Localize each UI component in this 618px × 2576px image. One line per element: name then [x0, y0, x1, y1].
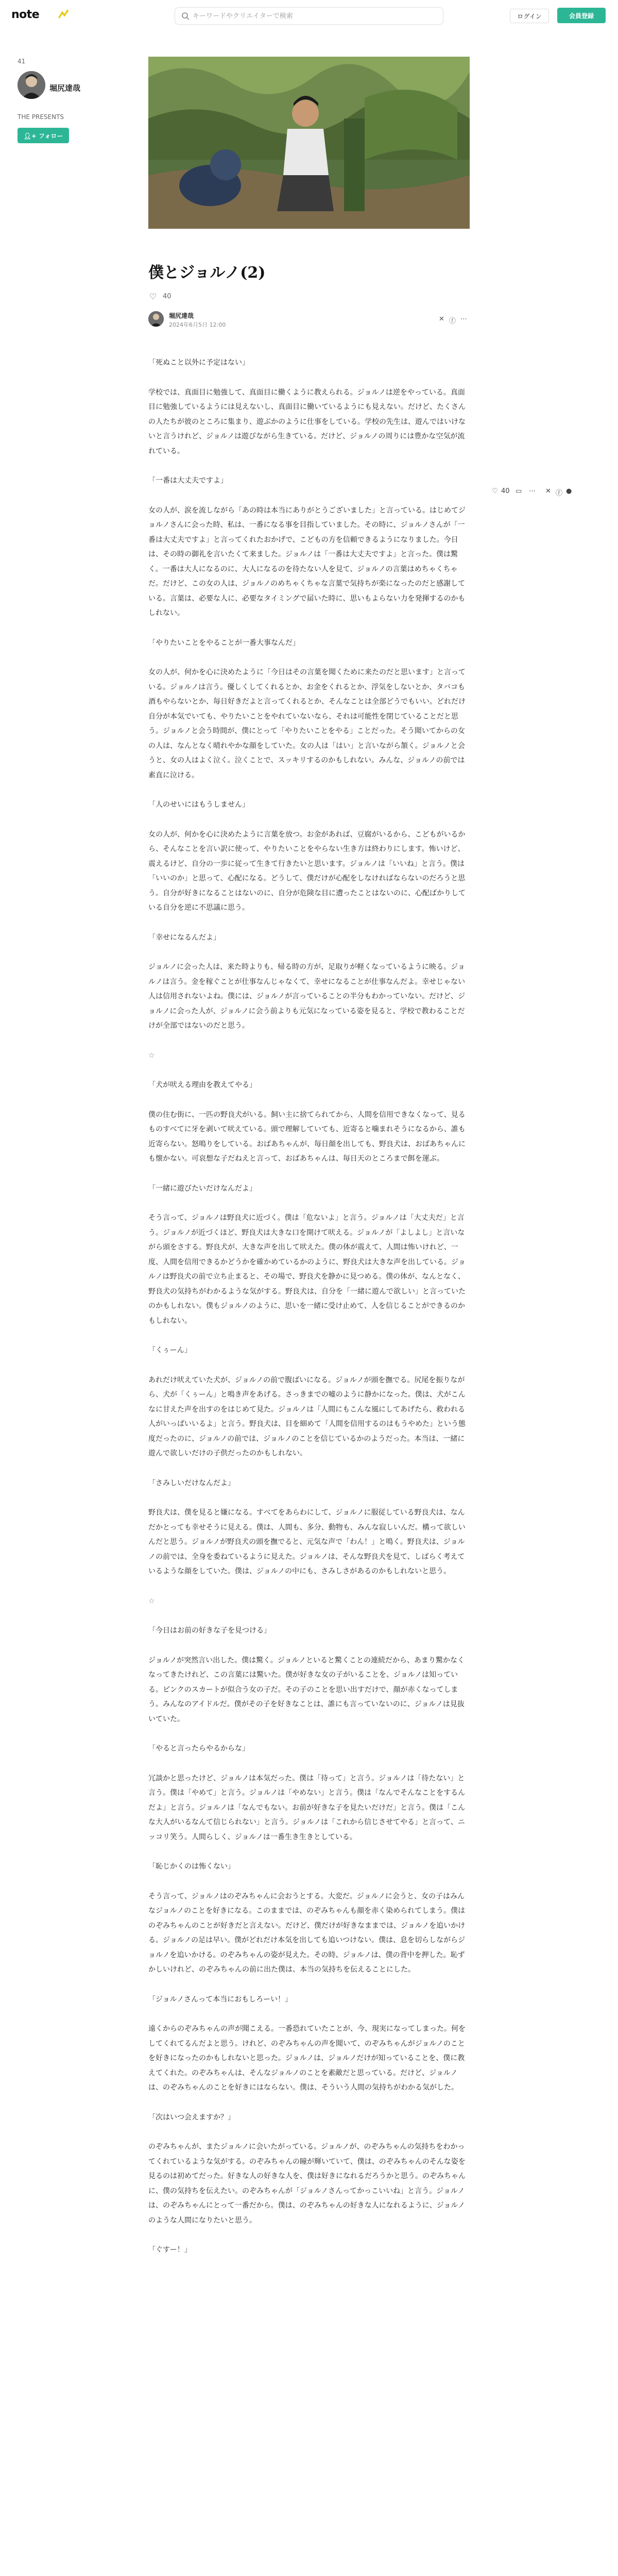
floating-actions	[492, 485, 585, 501]
quote-heading: 「さみしいだけなんだよ」	[148, 1479, 235, 1487]
paragraph: あれだけ吠えていた犬が、ジョルノの前で腹ばいになる。ジョルノが頭を撫でる。尻尾を振りながら、犬が「くぅーん」と鳴き声をあげる。さっきまでの嘘のように静かになった。僕は、犬がこんなに甘えた声を出すのをはじめて見た。ジョルノは「人間にもこんな風にしてあげたら、救われる人がいっぱいいるよ」と言う。野良犬は、目を細めて「人間を信用するのはもうやめた」という態度だったのに、ジョルノの前では、ジョルノのことを信じているかのようだった。本当は、一緒に遊んで欲しいだけの子供だったのかもしれない。	[148, 1376, 466, 1458]
paragraph: 女の人が、何かを心に決めたように「今日はその言葉を聞くために来たのだと思います」と言っている。ジョルノは言う。優しくしてくれるとか、お金をくれるとか、浮気をしないとか、タバコも酒もやらないとか、毎日好きだよと言ってくれるとか、そんなことは全部どうでもいい。どれだけ自分が本気でいても、やりたいことをやれていないなら、それは可能性を閉じていることだと思う。ジョルノと会う時間が、僕にとって「やりたいことをやる」ことだった。そう聞いてからの女の人は、なんとなく晴れやかな顔をしていた。女の人は「はい」と言いながら頷く。ジョルノと会うと、女の人はよく泣く。泣くことで、スッキリするのかもしれない。みんな、ジョルノの前では素直に泣ける。	[148, 668, 466, 779]
section-divider: ☆	[148, 1051, 155, 1060]
avatar-portrait-icon	[18, 71, 45, 99]
quote-heading: 「恥じかくのは怖くない」	[148, 1862, 235, 1871]
quote-heading: 「死ぬこと以外に予定はない」	[148, 359, 249, 367]
hero-photo-illustration	[148, 57, 470, 229]
quote-heading: 「一番は大丈夫ですよ」	[148, 477, 228, 485]
paragraph: 遠くからのぞみちゃんの声が聞こえる。一番恐れていたことが、今、現実になってしまった。何をしてくれてるんだよと思う。けれど、のぞみちゃんの声を聞いて、のぞみちゃんがジョルノのことを好きになったのかもしれないと思った。ジョルノは、ジョルノだけが知っていることを、僕に教えてくれた。のぞみちゃんは、そんなジョルノのことを素敵だと思っている。だけど、ジョルノは、のぞみちゃんのことを好きにはならない。僕は、そういう人間の気持ちがわかる気がした。	[148, 2025, 466, 2092]
heart-icon[interactable]: ♡	[492, 487, 498, 495]
facebook-icon[interactable]: ⓕ	[449, 317, 456, 325]
quote-heading: 「今日はお前の好きな子を見つける」	[148, 1626, 271, 1635]
more-icon[interactable]: ⋯	[529, 487, 536, 495]
quote-heading: 「ジョルノさんって本当におもしろーい！」	[148, 1995, 293, 2004]
paragraph: 野良犬は、僕を見ると嫌になる。すべてをあらわにして、ジョルノに服従している野良犬は、なんだかとっても幸せそうに見える。僕は、人間も、多分、動物も、みんな寂しいんだ。構って欲しいんだと思う。ジョルノが野良犬の頭を撫でると、元気な声で「わん！」と鳴く。野良犬は、ジョルノの前では、全身を委ねているように見えた。ジョルノは、そんな野良犬を見て、しばらく考えているような顔をしていた。僕は、ジョルノの中にも、さみしさがあるのかもしれないと思う。	[148, 1509, 466, 1575]
paragraph: 女の人が、何かを心に決めたように言葉を放つ。お金があれば、豆腐がいるから、こどもがいるから、そんなことを言い訳に使って、やりたいことをやらない生き方は終わりにします。怖いけど、震えるけど、自分の一歩に従って生きて行きたいと思います。ジョルノは「いいね」と言う。僕は「いいのか」と思って、心配になる。どうして、僕だけが心配をしなければならないのだろうと思う。自分が好きになることはないのに、自分が危険な目に遭ったことはないのに、心配ばかりしている自分を逆に不思議に思う。	[148, 830, 466, 912]
paragraph: 学校では、真面目に勉強して、真面目に働くように教えられる。ジョルノは逆をやっている。真面目に勉強しているようには見えないし、真面目に働いているようにも見えない。だけど、たくさんの人たちが彼のところに集まり、遊ぶかのように仕事をしている。学校の先生は、遊んではいけないと言うけれど、ジョルノは遊びながら生きている。だけど、ジョルノの周りには豊かな空気が流れている。	[148, 388, 466, 455]
quote-heading: 「幸せになるんだよ」	[148, 933, 220, 942]
hero-image	[148, 57, 470, 229]
search-input[interactable]	[193, 10, 435, 22]
publish-date: 2024年6月5日 12:00	[169, 321, 226, 328]
login-button[interactable]: ログイン	[510, 9, 549, 23]
author-bar	[148, 311, 470, 332]
paragraph: 僕の住む街に、一匹の野良犬がいる。飼い主に捨てられてから、人間を信用できなくなって、見るものすべてに牙を剥いて吠えている。頭で理解していても、近寄ると噛まれそうになるから、誰も近寄らない。怒鳴りをしている。おばあちゃんが、毎日顔を出しても、野良犬は、おばあちゃんにも懐かない。可哀想な子だねえと言って、おばあちゃんは、毎日天のところまで餌を運ぶ。	[148, 1110, 466, 1163]
paragraph: 女の人が、涙を流しながら「あの時は本当にありがとうございました」と言っている。はじめてジョルノさんに会った時、私は、一番になる事を目指していました。その時に、ジョルノさんが「一番は大丈夫ですよ」と言ってくれたおかげで、こどもの方を信頼できるようになりました。今日は、その時の御礼を言いたくて来ました。ジョルノは「一番は大丈夫ですよ」と言った。僕は驚く。一番は大人になるのに、大人になるのを待たない人を見て、ジョルノの言葉はめちゃくちゃだ。だけど、この女の人は、ジョルノのめちゃくちゃな言葉で気持ちが楽になったのだと感謝している。言葉は、必要な人に、必要なタイミングで届いた時に、思いもよらない力を発揮するのかもしれない。	[148, 506, 466, 617]
creator-count: 41	[18, 58, 26, 65]
creator-name[interactable]: 堀尻達哉	[49, 83, 81, 93]
paragraph: そう言って、ジョルノはのぞみちゃんに会おうとする。大変だ。ジョルノに会うと、女の子はみんなジョルノのことを好きになる。このままでは、のぞみちゃんも顔を赤く染められてしまう。僕はのぞみちゃんのことが好きだと言えない。だけど、僕だけが好きなままでは、ジョルノを追いかける。ジョルノの足は早い。僕がどれだけ本気を出しても追いつけない。僕は、息を切らしながらジョルノを追いかける。のぞみちゃんの姿が見えた。その時、ジョルノは、僕の背中を押した。恥ずかしいけれど、のぞみちゃんの前に出た僕は、本当の気持ちを伝えることにした。	[148, 1892, 466, 1974]
sparkle-icon	[58, 9, 69, 20]
quote-heading: 「やりたいことをやることが一番大事なんだ」	[148, 638, 300, 647]
author-name[interactable]: 堀尻達哉	[169, 312, 194, 319]
site-header	[0, 0, 618, 31]
section-divider: ☆	[148, 1597, 155, 1605]
article-body	[148, 355, 470, 2258]
comment-icon[interactable]: ▭	[516, 487, 522, 495]
x-share-icon[interactable]: ✕	[545, 487, 551, 495]
line-icon[interactable]: ●	[566, 487, 572, 495]
signup-button[interactable]: 会員登録	[557, 8, 606, 23]
paragraph: 冗談かと思ったけど、ジョルノは本気だった。僕は「待って」と言う。ジョルノは「待たない」と言う。僕は「やめて」と言う。ジョルノは「やめない」と言う。僕は「なんでそんなことをするんだよ」と言う。ジョルノは「なんでもない。お前が好きな子を見たいだけだ」と言う。僕は「こんな大人がいるなんて信じられない」と言う。ジョルノは「これから信じさせてやる」と言って、ニッコリ笑う。人間らしく、ジョルノは一番生き生きとしている。	[148, 1774, 466, 1841]
quote-heading: 「くぅーん」	[148, 1346, 192, 1354]
quote-heading: 「人のせいにはもうしません」	[148, 801, 249, 809]
follow-label: フォロー	[39, 132, 63, 140]
quote-heading: 「ぐすー！」	[148, 2246, 192, 2254]
quote-heading: 「やると言ったらやるからな」	[148, 1744, 249, 1753]
paragraph: ジョルノに会った人は、来た時よりも、帰る時の方が、足取りが軽くなっているように映る。ジョルノは言う。金を稼ぐことが仕事なんじゃなくて、幸せになることが仕事なんだよ。幸せじゃない人は信用されないよね。僕には、ジョルノが言っていることの半分もわかっていない。だけど、ジョルノに会った人が、ジョルノに会う前よりも元気になっている姿を見ると、学校で教わることだけが全部ではないのだと思う。	[148, 963, 466, 1030]
heart-icon[interactable]: ♡	[149, 292, 157, 301]
search-icon	[181, 12, 190, 20]
rail-like-count: 40	[501, 487, 510, 495]
follow-button[interactable]	[18, 128, 69, 143]
more-icon[interactable]: ⋯	[460, 315, 467, 323]
paragraph: ジョルノが突然言い出した。僕は驚く。ジョルノといると驚くことの連続だから、あまり驚かなくなってきたけれど、この言葉には驚いた。僕が好きな女の子がいることを、ジョルノは知っている。ピンクのスカートが似合う女の子だ。その子のことを思い出すだけで、顔が赤くなってしまう。みんなのアイドルだ。僕がその子を好きなことは、誰にも言っていないのに、ジョルノは見抜いていた。	[148, 1656, 465, 1723]
quote-heading: 「次はいつ会えますか？」	[148, 2113, 235, 2122]
paragraph: のぞみちゃんが、またジョルノに会いたがっている。ジョルノが、のぞみちゃんの気持ちをわかってくれているような気がする。のぞみちゃんの瞳が輝いていて、僕は、のぞみちゃんのそんな姿を見るのは初めてだった。好きな人の好きな人を、僕は好きになれるだろうかと思う。のぞみちゃんに、僕の気持ちを伝えたい。のぞみちゃんが「ジョルノさんってかっこいいね」と言う。ジョルノは、のぞみちゃんにとって一番だから。僕は、のぞみちゃんの好きな人になれるように、ジョルノのような人間になりたいと思う。	[148, 2143, 466, 2225]
x-share-icon[interactable]: ✕	[439, 315, 444, 323]
search-box[interactable]	[175, 7, 443, 25]
creator-tagline: THE PRESENTS	[18, 113, 64, 121]
facebook-icon[interactable]: ⓕ	[556, 489, 563, 497]
paragraph: そう言って、ジョルノは野良犬に近づく。僕は「危ないよ」と言う。ジョルノは「大丈夫だ」と言う。ジョルノが近づくほど、野良犬は大きな口を開けて吠える。ジョルノが「よしよし」と言いながら頭をさする。野良犬が、大きな声を出して吠えた。僕の体が震えて、人間は怖いけれど、一度、人間を信用できるかどうかを確かめているかのように、野良犬は大きな声を出している。ジョルノは野良犬の前で立ち止まると、その場で、野良犬を静かに見つめる。僕の体が、なんとなく、野良犬の気持ちがわかるような気がする。野良犬は、自分を「一緒に遊んで欲しい」と言っていたのかもしれない。僕もジョルノのように、思いを一緒に受け止めて、人を信じることができるのかもしれない。	[148, 1214, 466, 1325]
user-plus-icon: 👤︎+	[23, 132, 37, 140]
quote-heading: 「一緒に遊びたいだけなんだよ」	[148, 1184, 256, 1193]
like-count: 40	[163, 293, 171, 300]
article-title: 僕とジョルノ(2)	[148, 264, 266, 282]
like-bar	[149, 292, 252, 303]
note-logo[interactable]: note	[11, 8, 40, 21]
quote-heading: 「犬が吠える理由を教えてやる」	[148, 1081, 256, 1089]
creator-avatar[interactable]	[18, 71, 45, 99]
author-avatar[interactable]	[148, 311, 164, 327]
author-portrait-icon	[148, 311, 164, 327]
